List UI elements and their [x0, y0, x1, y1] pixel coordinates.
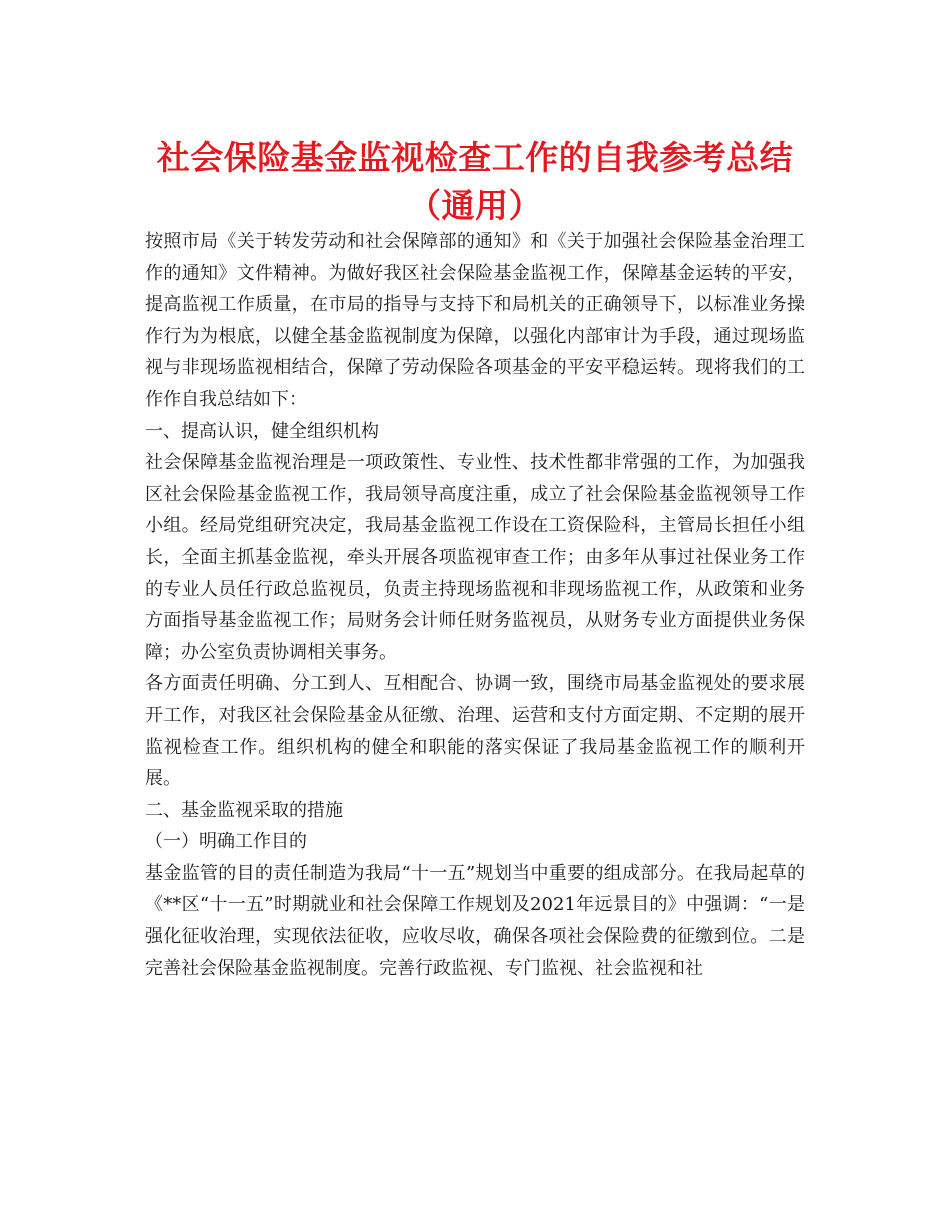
document-title: 社会保险基金监视检查工作的自我参考总结（通用）	[156, 138, 794, 225]
subsection-1-paragraph: 基金监管的目的责任制造为我局“十一五”规划当中重要的组成部分。在我局起草的《**区“十一五”时期就业和社会保障工作规划及2021年远景目的》中强调：“一是强化征收治理，实现依法征收，应收尽收，确保各项社会保险费的征缴到位。二是完善社会保险基金监视制度。完善行政监视、专门监视、社会监视和社	[145, 862, 805, 979]
intro-paragraph: 按照市局《关于转发劳动和社会保障部的通知》和《关于加强社会保险基金治理工作的通知》文件精神。为做好我区社会保险基金监视工作，保障基金运转的平安，提高监视工作质量，在市局的指导与支持下和局机关的正确领导下，以标准业务操作行为为根底，以健全基金监视制度为保障，以强化内部审计为手段，通过现场监视与非现场监视相结合，保障了劳动保险各项基金的平安平稳运转。现将我们的工作作自我总结如下：	[145, 231, 805, 410]
section-1-paragraph-2: 各方面责任明确、分工到人、互相配合、协调一致，围绕市局基金监视处的要求展开工作，对我区社会保险基金从征缴、治理、运营和支付方面定期、不定期的展开监视检查工作。组织机构的健全和职能的落实保证了我局基金监视工作的顺利开展。	[145, 673, 805, 790]
section-heading-1: 一、提高认识，健全组织机构	[145, 420, 379, 442]
section-1-paragraph-1: 社会保障基金监视治理是一项政策性、专业性、技术性都非常强的工作，为加强我区社会保险基金监视工作，我局领导高度注重，成立了社会保险基金监视领导工作小组。经局党组研究决定，我局基金监视工作设在工资保险科，主管局长担任小组长，全面主抓基金监视，牵头开展各项监视审查工作；由多年从事过社保业务工作的专业人员任行政总监视员，负责主持现场监视和非现场监视工作，从政策和业务方面指导基金监视工作；局财务会计师任财务监视员，从财务专业方面提供业务保障；办公室负责协调相关事务。	[145, 452, 805, 663]
document-body	[145, 226, 805, 984]
section-heading-2: 二、基金监视采取的措施	[145, 799, 343, 821]
subsection-heading-1: （一）明确工作目的	[145, 831, 307, 853]
